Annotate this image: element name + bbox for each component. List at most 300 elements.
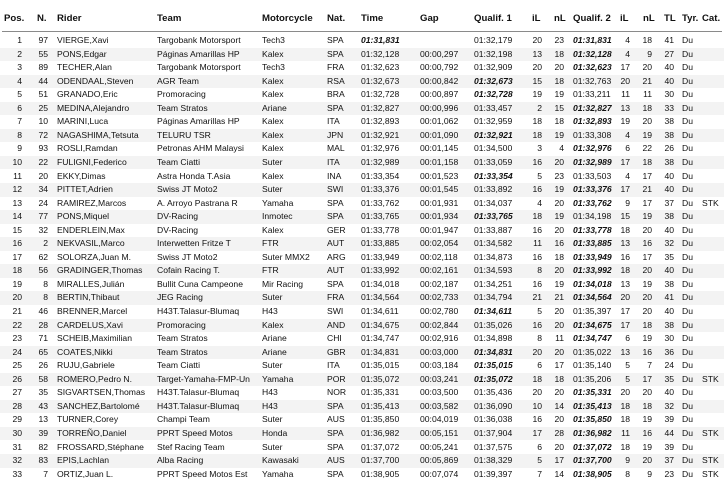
cell-nation: ARG <box>327 251 346 262</box>
cell-tyre: Du <box>682 306 693 316</box>
cell-nl2: 20 <box>642 116 652 127</box>
cell-motorcycle: Suter <box>262 292 283 303</box>
cell-pos: 6 <box>17 102 22 113</box>
cell-rider: EKKY,Dimas <box>57 170 106 181</box>
cell-nation: MAL <box>327 143 345 154</box>
cell-category: STK <box>702 197 719 208</box>
cell-qualif1: 01:32,198 <box>474 48 513 59</box>
cell-rider: PONS,Edgar <box>57 48 107 59</box>
cell-gap: 00:01,545 <box>420 184 459 195</box>
table-row <box>0 427 724 441</box>
cell-gap: 00:01,090 <box>420 129 459 140</box>
cell-nl1: 20 <box>554 156 564 167</box>
cell-qualif2: 01:32,827 <box>573 102 612 113</box>
cell-time: 01:32,893 <box>361 116 400 127</box>
cell-nation: INA <box>327 170 342 181</box>
cell-qualif1: 01:34,500 <box>474 143 513 154</box>
cell-motorcycle: Suter <box>262 360 283 371</box>
header-tyre: Tyr. <box>682 13 699 24</box>
cell-qualif2: 01:33,762 <box>573 197 612 208</box>
table-row <box>0 156 724 170</box>
header-nl1: nL <box>554 13 566 24</box>
cell-gap: 00:05,869 <box>420 455 459 466</box>
cell-gap: 00:00,842 <box>420 75 459 86</box>
cell-tyre: Du <box>682 278 693 289</box>
cell-nl1: 20 <box>554 319 564 330</box>
cell-tyre: Du <box>682 224 693 235</box>
cell-nl2: 11 <box>643 89 652 100</box>
cell-gap: 00:02,118 <box>420 251 458 262</box>
cell-motorcycle: FTR <box>262 238 279 249</box>
cell-pos: 28 <box>12 400 22 411</box>
cell-nation: BRA <box>327 89 345 100</box>
cell-nl1: 4 <box>559 143 564 154</box>
cell-number: 34 <box>38 184 48 195</box>
cell-qualif1: 01:34,794 <box>474 292 513 303</box>
cell-nl1: 20 <box>554 441 564 452</box>
cell-rider: NAGASHIMA,Tetsuta <box>57 129 139 140</box>
cell-il2: 13 <box>620 102 630 113</box>
cell-nl1: 20 <box>554 306 564 316</box>
cell-nation: POR <box>327 373 346 384</box>
cell-tl: 39 <box>664 441 674 452</box>
cell-pos: 13 <box>12 197 22 208</box>
cell-time: 01:32,623 <box>361 62 400 73</box>
cell-team: Team Ciatti <box>157 156 200 167</box>
cell-gap: 00:02,916 <box>420 333 459 344</box>
cell-team: Targobank Motorsport <box>157 35 241 45</box>
cell-team: Petronas AHM Malaysi <box>157 143 244 154</box>
cell-motorcycle: Kalex <box>262 319 284 330</box>
cell-nl2: 20 <box>642 265 652 276</box>
header-motorcycle: Motorcycle <box>262 13 313 24</box>
cell-qualif1: 01:37,904 <box>474 427 513 438</box>
cell-qualif1: 01:35,026 <box>474 319 513 330</box>
cell-il1: 5 <box>537 455 542 466</box>
cell-pos: 27 <box>12 387 22 398</box>
cell-nation: SPA <box>327 211 344 222</box>
cell-il1: 16 <box>532 319 542 330</box>
cell-nation: SPA <box>327 48 344 59</box>
table-row <box>0 346 724 360</box>
cell-pos: 18 <box>12 265 22 276</box>
cell-number: 7 <box>43 468 48 479</box>
header-time: Time <box>361 13 384 24</box>
cell-category: STK <box>702 455 719 466</box>
cell-tl: 38 <box>664 116 674 127</box>
header-tl: TL <box>664 13 676 24</box>
cell-number: 8 <box>43 278 48 289</box>
cell-il2: 19 <box>620 116 630 127</box>
cell-qualif2: 01:32,128 <box>573 48 612 59</box>
cell-il2: 4 <box>625 129 630 140</box>
cell-nation: AUT <box>327 238 345 249</box>
cell-qualif2: 01:38,905 <box>573 468 612 479</box>
cell-il2: 8 <box>625 468 630 479</box>
cell-qualif2: 01:33,503 <box>573 170 612 181</box>
cell-qualif2: 01:32,623 <box>573 62 612 73</box>
cell-rider: SCHEIB,Maximilian <box>57 333 132 344</box>
cell-tyre: Du <box>682 346 693 357</box>
cell-qualif2: 01:35,022 <box>573 346 612 357</box>
cell-nation: AUS <box>327 414 345 425</box>
cell-number: 26 <box>38 360 48 371</box>
cell-qualif2: 01:34,018 <box>573 278 612 289</box>
cell-il2: 6 <box>625 143 630 154</box>
cell-nation: SPA <box>327 427 344 438</box>
cell-nl1: 17 <box>554 455 564 466</box>
table-row <box>0 183 724 197</box>
cell-nation: FRA <box>327 62 345 73</box>
cell-tyre: Du <box>682 184 693 195</box>
cell-number: 71 <box>38 333 48 344</box>
cell-team: Swiss JT Moto2 <box>157 184 218 195</box>
cell-rider: VIERGE,Xavi <box>57 35 109 45</box>
cell-gap: 00:05,151 <box>420 427 459 438</box>
cell-team: Alba Racing <box>157 455 204 466</box>
cell-motorcycle: FTR <box>262 265 279 276</box>
cell-number: 89 <box>38 62 48 73</box>
cell-il1: 7 <box>537 468 542 479</box>
cell-il2: 17 <box>620 62 630 73</box>
cell-il2: 13 <box>620 278 630 289</box>
cell-team: Team Stratos <box>157 346 208 357</box>
cell-time: 01:35,072 <box>361 373 400 384</box>
cell-nl1: 16 <box>554 238 564 249</box>
cell-il1: 18 <box>532 116 542 127</box>
cell-motorcycle: Honda <box>262 427 288 438</box>
cell-number: 97 <box>38 35 48 45</box>
cell-number: 43 <box>38 400 48 411</box>
cell-tl: 30 <box>664 89 674 100</box>
cell-tyre: Du <box>682 89 693 100</box>
cell-tyre: Du <box>682 319 693 330</box>
cell-category: STK <box>702 373 719 384</box>
cell-motorcycle: H43 <box>262 306 278 316</box>
cell-gap: 00:02,054 <box>420 238 459 249</box>
table-row <box>0 319 724 333</box>
header-qualif1: Qualif. 1 <box>474 13 512 24</box>
cell-qualif2: 01:32,763 <box>573 75 612 86</box>
cell-tl: 30 <box>664 333 674 344</box>
cell-nl1: 20 <box>554 387 564 398</box>
cell-qualif2: 01:35,397 <box>573 306 612 316</box>
cell-tl: 32 <box>664 400 674 411</box>
cell-tyre: Du <box>682 387 693 398</box>
cell-nl1: 18 <box>554 75 564 86</box>
header-il1: iL <box>532 13 541 24</box>
cell-motorcycle: Kalex <box>262 75 284 86</box>
cell-time: 01:34,747 <box>361 333 400 344</box>
cell-qualif1: 01:38,329 <box>474 455 513 466</box>
cell-il1: 21 <box>532 292 542 303</box>
cell-tyre: Du <box>682 211 693 222</box>
cell-tyre: Du <box>682 197 693 208</box>
cell-tyre: Du <box>682 360 693 371</box>
cell-pos: 3 <box>17 62 22 73</box>
cell-tl: 40 <box>664 170 674 181</box>
cell-gap: 00:01,947 <box>420 224 459 235</box>
cell-il2: 11 <box>621 89 630 100</box>
cell-motorcycle: Kalex <box>262 116 284 127</box>
table-row <box>0 142 724 156</box>
cell-pos: 26 <box>12 373 22 384</box>
cell-time: 01:38,905 <box>361 468 400 479</box>
cell-motorcycle: Kalex <box>262 224 284 235</box>
cell-number: 39 <box>38 427 48 438</box>
table-row <box>0 291 724 305</box>
cell-rider: SIGVARTSEN,Thomas <box>57 387 146 398</box>
cell-il1: 3 <box>537 143 542 154</box>
cell-pos: 29 <box>12 414 22 425</box>
cell-tl: 38 <box>664 129 674 140</box>
cell-motorcycle: Tech3 <box>262 62 285 73</box>
cell-nl2: 18 <box>642 35 652 45</box>
cell-time: 01:35,331 <box>361 387 400 398</box>
cell-il1: 17 <box>532 427 542 438</box>
cell-tyre: Du <box>682 48 693 59</box>
cell-il1: 5 <box>537 170 542 181</box>
cell-time: 01:33,949 <box>361 251 400 262</box>
cell-qualif1: 01:37,575 <box>474 441 513 452</box>
cell-qualif1: 01:32,921 <box>474 129 513 140</box>
cell-nation: ITA <box>327 360 340 371</box>
cell-motorcycle: Yamaha <box>262 373 294 384</box>
cell-tyre: Du <box>682 156 693 167</box>
cell-il2: 4 <box>625 170 630 181</box>
cell-il2: 13 <box>620 238 630 249</box>
cell-il1: 6 <box>537 360 542 371</box>
cell-motorcycle: Suter <box>262 441 283 452</box>
cell-nation: SPA <box>327 278 344 289</box>
table-row <box>0 332 724 346</box>
cell-nl2: 19 <box>642 211 652 222</box>
cell-il2: 20 <box>620 387 630 398</box>
cell-qualif2: 01:33,949 <box>573 251 612 262</box>
cell-number: 20 <box>38 170 48 181</box>
cell-nl1: 23 <box>554 170 564 181</box>
cell-tyre: Du <box>682 373 693 384</box>
cell-nl1: 18 <box>554 373 564 384</box>
header-il2: iL <box>620 13 629 24</box>
cell-pos: 4 <box>17 75 22 86</box>
header-gap: Gap <box>420 13 439 24</box>
cell-nl2: 18 <box>642 319 652 330</box>
cell-pos: 23 <box>12 333 22 344</box>
cell-gap: 00:00,897 <box>420 89 459 100</box>
cell-gap: 00:01,523 <box>420 170 459 181</box>
cell-il2: 17 <box>620 184 630 195</box>
cell-tl: 24 <box>664 360 674 371</box>
cell-gap: 00:05,241 <box>420 441 459 452</box>
cell-tl: 33 <box>664 102 674 113</box>
table-row <box>0 34 724 48</box>
cell-nl2: 16 <box>642 427 652 438</box>
cell-qualif1: 01:34,611 <box>474 306 513 316</box>
cell-tyre: Du <box>682 265 693 276</box>
cell-qualif2: 01:33,885 <box>573 238 612 249</box>
table-row <box>0 88 724 102</box>
cell-team: Páginas Amarillas HP <box>157 48 240 59</box>
cell-qualif2: 01:31,831 <box>573 35 612 45</box>
cell-tyre: Du <box>682 333 693 344</box>
cell-nl2: 19 <box>642 278 652 289</box>
cell-number: 72 <box>38 129 48 140</box>
cell-tyre: Du <box>682 455 693 466</box>
cell-nl1: 14 <box>554 468 564 479</box>
cell-motorcycle: Suter <box>262 156 283 167</box>
cell-il1: 15 <box>532 75 542 86</box>
cell-rider: ENDERLEIN,Max <box>57 224 125 235</box>
cell-nation: SPA <box>327 400 344 411</box>
cell-team: DV-Racing <box>157 211 199 222</box>
cell-il2: 18 <box>620 265 630 276</box>
cell-rider: FULIGNI,Federico <box>57 156 127 167</box>
cell-nation: AUT <box>327 265 345 276</box>
cell-team: H43T.Talasur-Blumaq <box>157 306 240 316</box>
cell-il2: 4 <box>625 35 630 45</box>
cell-team: Target-Yamaha-FMP-Un <box>157 373 250 384</box>
cell-team: Bullit Cuna Campeone <box>157 278 243 289</box>
cell-rider: MEDINA,Alejandro <box>57 102 130 113</box>
cell-rider: TECHER,Alan <box>57 62 112 73</box>
table-row <box>0 413 724 427</box>
cell-gap: 00:04,019 <box>420 414 459 425</box>
cell-tyre: Du <box>682 292 693 303</box>
cell-qualif2: 01:37,700 <box>573 455 612 466</box>
cell-pos: 17 <box>12 251 22 262</box>
cell-tl: 40 <box>664 75 674 86</box>
cell-gap: 00:07,074 <box>420 468 459 479</box>
cell-time: 01:35,850 <box>361 414 400 425</box>
cell-nation: GER <box>327 224 346 235</box>
cell-tl: 27 <box>664 48 674 59</box>
cell-number: 22 <box>38 156 48 167</box>
cell-team: Team Stratos <box>157 102 208 113</box>
cell-qualif2: 01:32,989 <box>573 156 612 167</box>
cell-il2: 17 <box>620 156 630 167</box>
cell-nl2: 17 <box>642 197 652 208</box>
cell-nation: ITA <box>327 116 340 127</box>
cell-il2: 18 <box>620 441 630 452</box>
cell-team: Targobank Motorsport <box>157 62 241 73</box>
cell-time: 01:37,700 <box>361 455 400 466</box>
cell-time: 01:34,564 <box>361 292 400 303</box>
cell-nation: SWI <box>327 306 344 316</box>
cell-il1: 11 <box>533 238 542 249</box>
cell-team: PPRT Speed Motos <box>157 427 233 438</box>
cell-rider: PONS,Miquel <box>57 211 110 222</box>
cell-il1: 8 <box>537 333 542 344</box>
cell-team: Interwetten Fritze T <box>157 238 231 249</box>
header-category: Cat. <box>702 13 721 24</box>
cell-gap: 00:03,582 <box>420 400 459 411</box>
cell-time: 01:33,762 <box>361 197 400 208</box>
cell-tl: 35 <box>664 251 674 262</box>
cell-pos: 22 <box>12 319 22 330</box>
cell-nl1: 20 <box>554 265 564 276</box>
cell-tyre: Du <box>682 102 693 113</box>
cell-qualif2: 01:33,992 <box>573 265 612 276</box>
table-row <box>0 468 724 482</box>
cell-time: 01:32,728 <box>361 89 400 100</box>
cell-qualif2: 01:34,747 <box>573 333 612 344</box>
cell-rider: TORREÑO,Daniel <box>57 427 127 438</box>
cell-tyre: Du <box>682 62 693 73</box>
cell-number: 62 <box>38 251 48 262</box>
cell-nl1: 19 <box>554 89 564 100</box>
cell-nation: SPA <box>327 35 344 45</box>
cell-rider: ROSLI,Ramdan <box>57 143 118 154</box>
cell-qualif1: 01:33,354 <box>474 170 513 181</box>
table-row <box>0 278 724 292</box>
cell-nl1: 11 <box>555 333 564 344</box>
table-row <box>0 305 724 319</box>
cell-nl2: 20 <box>642 224 652 235</box>
cell-number: 25 <box>38 102 48 113</box>
cell-rider: MARINI,Luca <box>57 116 109 127</box>
cell-time: 01:33,376 <box>361 184 400 195</box>
cell-tyre: Du <box>682 143 693 154</box>
cell-rider: PITTET,Adrien <box>57 184 113 195</box>
cell-il1: 2 <box>537 102 542 113</box>
cell-team: PPRT Speed Motos Est <box>157 468 248 479</box>
cell-nl1: 18 <box>554 48 564 59</box>
cell-il1: 16 <box>532 184 542 195</box>
cell-il2: 5 <box>625 360 630 371</box>
cell-motorcycle: Kalex <box>262 48 284 59</box>
cell-tyre: Du <box>682 129 693 140</box>
cell-gap: 00:02,187 <box>420 278 459 289</box>
cell-motorcycle: Kalex <box>262 143 284 154</box>
cell-nl2: 19 <box>642 441 652 452</box>
cell-tyre: Du <box>682 251 693 262</box>
cell-team: Cofain Racing T. <box>157 265 220 276</box>
cell-il1: 18 <box>532 373 542 384</box>
cell-nl2: 18 <box>642 102 652 113</box>
cell-qualif2: 01:35,850 <box>573 414 612 425</box>
cell-qualif2: 01:32,976 <box>573 143 612 154</box>
cell-tl: 37 <box>664 197 674 208</box>
cell-qualif1: 01:33,457 <box>474 102 513 113</box>
cell-qualif1: 01:32,673 <box>474 75 513 86</box>
cell-pos: 33 <box>12 468 22 479</box>
cell-number: 56 <box>38 265 48 276</box>
cell-number: 55 <box>38 48 48 59</box>
cell-qualif1: 01:36,090 <box>474 400 513 411</box>
cell-rider: COATES,Nikki <box>57 346 113 357</box>
cell-qualif2: 01:35,140 <box>573 360 612 371</box>
cell-tl: 37 <box>664 455 674 466</box>
cell-nl2: 22 <box>642 143 652 154</box>
cell-nl1: 19 <box>554 211 564 222</box>
cell-il2: 11 <box>621 427 630 438</box>
cell-team: Team Ciatti <box>157 360 200 371</box>
cell-nl1: 20 <box>554 197 564 208</box>
cell-rider: SOLORZA,Juan M. <box>57 251 132 262</box>
cell-gap: 00:03,184 <box>420 360 459 371</box>
table-header <box>0 4 724 30</box>
cell-pos: 16 <box>12 238 22 249</box>
cell-gap: 00:01,934 <box>420 211 459 222</box>
cell-pos: 25 <box>12 360 22 371</box>
table-row <box>0 210 724 224</box>
cell-nl1: 20 <box>554 414 564 425</box>
cell-rider: CARDELUS,Xavi <box>57 319 123 330</box>
cell-pos: 5 <box>17 89 22 100</box>
cell-tl: 41 <box>664 292 674 303</box>
cell-qualif2: 01:33,376 <box>573 184 612 195</box>
